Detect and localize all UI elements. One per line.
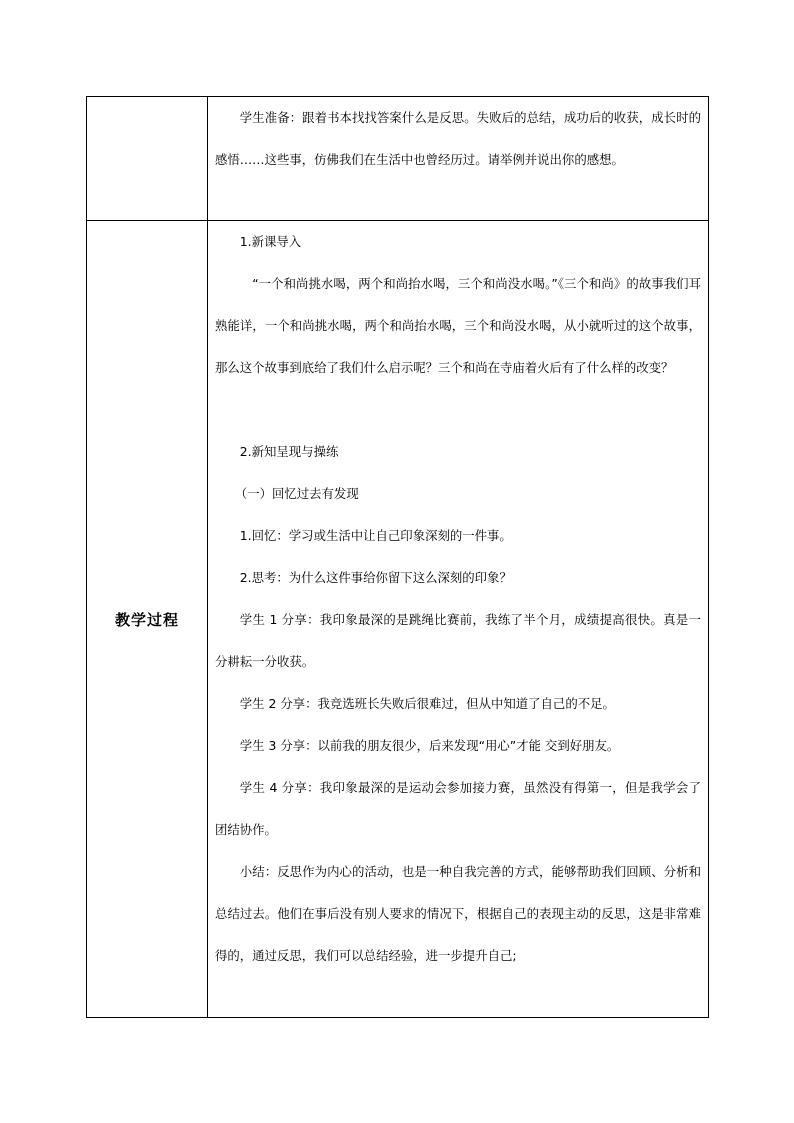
student-preparation-text: 学生准备：跟着书本找找答案什么是反思。失败后的总结，成功后的收获，成长时的感悟……这些事，仿佛我们在生活中也曾经历过。请举例并说出你的感想。 [215, 110, 701, 167]
think-item: 2.思考：为什么这件事给你留下这么深刻的印象？ [239, 570, 512, 585]
lesson-plan-table [86, 96, 709, 1018]
section-intro-text: “一个和尚挑水喝，两个和尚抬水喝，三个和尚没水喝。”《三个和尚》的故事我们耳熟能详，一个和尚挑水喝，两个和尚抬水喝，三个和尚没水喝，从小就听过的这个故事，那么这个故事到底给了我们什么启示呢？三个和尚在寺庙着火后有了什么样的改变？ [215, 276, 701, 375]
preparation-content-cell [208, 97, 709, 221]
section-new-knowledge-title: 2.新知呈现与操练 [239, 444, 339, 459]
section-intro-title: 1.新课导入 [239, 234, 302, 249]
summary-text: 小结：反思作为内心的活动，也是一种自我完善的方式，能够帮助我们回顾、分析和总结过去。他们在事后没有别人要求的情况下，根据自己的表现主动的反思，这是非常难得的，通过反思，我们可以总结经验，进一步提升自己; [215, 864, 701, 963]
student-share-2: 学生 2 分享：我竞选班长失败后很难过，但从中知道了自己的不足。 [239, 696, 615, 711]
student-share-1: 学生 1 分享：我印象最深的是跳绳比赛前，我练了半个月，成绩提高很快。真是一分耕耘一分收获。 [215, 612, 701, 669]
teaching-process-label: 教学过程 [114, 610, 179, 629]
student-share-3: 学生 3 分享：以前我的朋友很少，后来发现“用心”才能 交到好朋友。 [239, 738, 620, 753]
blank-line [215, 389, 701, 431]
row-label-empty [87, 97, 208, 221]
recall-item: 1.回忆：学习或生活中让自己印象深刻的一件事。 [239, 528, 512, 543]
table-row-preparation [87, 97, 709, 221]
student-share-4: 学生 4 分享：我印象最深的是运动会参加接力赛，虽然没有得第一，但是我学会了团结协作。 [215, 780, 701, 837]
subsection-recall-title: （一）回忆过去有发现 [234, 486, 359, 501]
row-label-teaching-process [87, 221, 208, 1018]
table-row-teaching-process [87, 221, 709, 1018]
teaching-process-content-cell [208, 221, 709, 1018]
